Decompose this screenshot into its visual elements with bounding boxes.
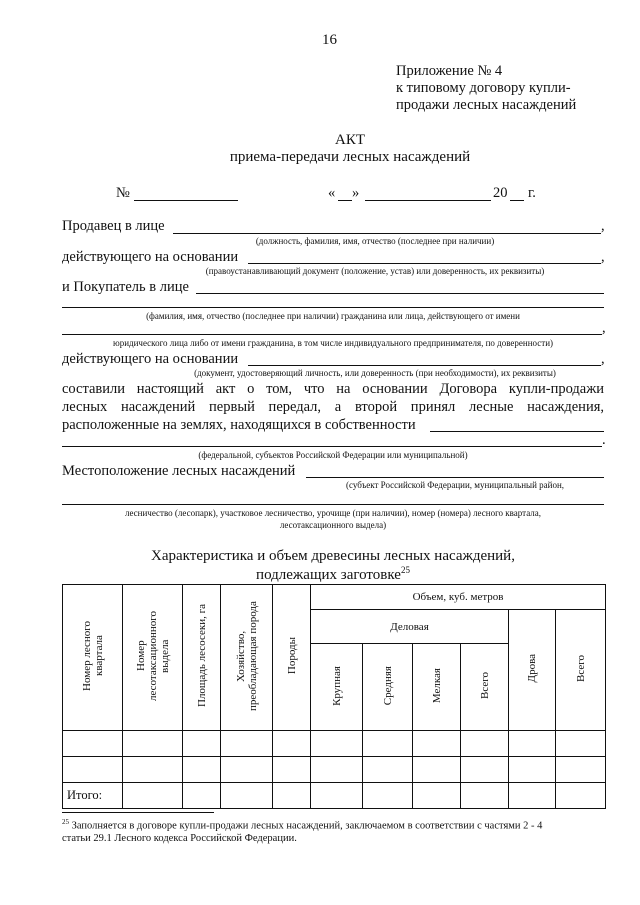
cell[interactable] bbox=[183, 757, 221, 783]
th-small: Мелкая bbox=[413, 644, 461, 731]
comma: , bbox=[602, 320, 606, 336]
location-hint: (субъект Российской Федерации, муниципальный район, bbox=[345, 480, 565, 490]
th-area: Площадь лесосеки, га bbox=[183, 585, 221, 731]
seller-field[interactable] bbox=[173, 233, 601, 234]
buyer-field[interactable] bbox=[196, 293, 604, 294]
cell[interactable] bbox=[556, 757, 606, 783]
table-row bbox=[63, 757, 606, 783]
cell[interactable] bbox=[363, 731, 413, 757]
comma: , bbox=[601, 351, 605, 367]
cell[interactable] bbox=[311, 783, 363, 809]
cell[interactable] bbox=[63, 757, 123, 783]
year-field[interactable] bbox=[510, 200, 524, 201]
cell[interactable] bbox=[123, 783, 183, 809]
timber-volume-table bbox=[62, 584, 606, 809]
cell[interactable] bbox=[363, 757, 413, 783]
cell[interactable] bbox=[311, 731, 363, 757]
acting2-field[interactable] bbox=[248, 365, 601, 366]
month-field[interactable] bbox=[365, 200, 491, 201]
acting1-label: действующего на основании bbox=[62, 249, 239, 265]
th-volume: Объем, куб. метров bbox=[311, 585, 606, 610]
location-hint2: лесничество (лесопарк), участковое лесничество, урочище (при наличии), номер (номера) лесного квартала, bbox=[124, 508, 542, 518]
buyer-hint: (фамилия, имя, отчество (последнее при наличии) гражданина или лица, действующего от имени bbox=[146, 311, 520, 321]
location-field[interactable] bbox=[306, 477, 604, 478]
comma: , bbox=[601, 218, 605, 234]
cell[interactable] bbox=[363, 783, 413, 809]
th-medium: Средняя bbox=[363, 644, 413, 731]
footnote-ref: 25 bbox=[400, 565, 410, 575]
cell[interactable] bbox=[509, 757, 556, 783]
appendix-line3: продажи лесных насаждений bbox=[396, 97, 577, 113]
seller-hint: (должность, фамилия, имя, отчество (последнее при наличии) bbox=[255, 236, 495, 246]
cell[interactable] bbox=[123, 757, 183, 783]
body-line3: расположенные на землях, находящихся в собственности bbox=[62, 417, 416, 433]
day-field[interactable] bbox=[338, 200, 352, 201]
cell[interactable] bbox=[509, 783, 556, 809]
cell[interactable] bbox=[183, 731, 221, 757]
table-title-line1: Характеристика и объем древесины лесных насаждений, bbox=[151, 548, 515, 564]
cell[interactable] bbox=[273, 757, 311, 783]
itogo-row bbox=[63, 783, 606, 809]
cell[interactable] bbox=[413, 783, 461, 809]
cell[interactable] bbox=[461, 783, 509, 809]
cell[interactable] bbox=[123, 731, 183, 757]
table-row bbox=[63, 731, 606, 757]
ownership-hint: (федеральной, субъектов Российской Федерации или муниципальной) bbox=[198, 450, 468, 460]
year-suffix: г. bbox=[528, 185, 536, 201]
th-species: Породы bbox=[273, 585, 311, 731]
buyer-field-2[interactable] bbox=[62, 307, 604, 308]
th-large: Крупная bbox=[311, 644, 363, 731]
cell[interactable] bbox=[221, 731, 273, 757]
th-quarter: Номер лесного квартала bbox=[63, 585, 123, 731]
body-line2: лесных насаждений первый передал, а второй принял лесные насаждения, bbox=[62, 399, 604, 415]
appendix-line2: к типовому договору купли- bbox=[396, 80, 571, 96]
comma: , bbox=[601, 249, 605, 265]
acting1-field[interactable] bbox=[248, 263, 601, 264]
footnote-separator bbox=[62, 812, 214, 813]
ownership-field[interactable] bbox=[430, 431, 604, 432]
cell[interactable] bbox=[413, 757, 461, 783]
cell[interactable] bbox=[413, 731, 461, 757]
table-title-line2: подлежащих заготовке$^{25}$ bbox=[256, 565, 410, 583]
location-label: Местоположение лесных насаждений bbox=[62, 463, 296, 479]
cell[interactable] bbox=[221, 757, 273, 783]
acting2-label: действующего на основании bbox=[62, 351, 239, 367]
cell[interactable] bbox=[273, 783, 311, 809]
th-business: Деловая bbox=[311, 610, 509, 644]
quote-close: » bbox=[352, 185, 360, 201]
cell[interactable] bbox=[311, 757, 363, 783]
acting1-hint: (правоустанавливающий документ (положение, устав) или доверенность, их реквизиты) bbox=[205, 266, 545, 276]
location-field-2[interactable] bbox=[62, 504, 604, 505]
footnote-line1: $^{25}$ Заполняется в договоре купли-продажи лесных насаждений, заключаемом в соответствии с частями 2 - 4 bbox=[62, 818, 543, 832]
cell[interactable] bbox=[63, 731, 123, 757]
number-field[interactable] bbox=[134, 200, 238, 201]
seller-label: Продавец в лице bbox=[62, 218, 165, 234]
th-section: Номер лесотаксационного выдела bbox=[123, 585, 183, 731]
th-total-business: Всего bbox=[461, 644, 509, 731]
appendix-line1: Приложение № 4 bbox=[396, 63, 503, 79]
itogo-label: Итого: bbox=[63, 783, 123, 809]
location-hint3: лесотаксационного выдела) bbox=[279, 520, 387, 530]
buyer-field-3[interactable] bbox=[62, 334, 602, 335]
cell[interactable] bbox=[183, 783, 221, 809]
cell[interactable] bbox=[273, 731, 311, 757]
cell[interactable] bbox=[556, 783, 606, 809]
acting2-hint: (документ, удостоверяющий личность, или доверенность (при необходимости), их реквизиты) bbox=[194, 368, 556, 378]
page-number: 16 bbox=[322, 32, 337, 48]
period: . bbox=[602, 432, 606, 448]
act-subtitle: приема-передачи лесных насаждений bbox=[229, 149, 471, 165]
year-prefix: 20 bbox=[493, 185, 508, 201]
buyer-label: и Покупатель в лице bbox=[62, 279, 189, 295]
cell[interactable] bbox=[509, 731, 556, 757]
th-firewood: Дрова bbox=[509, 610, 556, 731]
buyer-hint2: юридического лица либо от имени гражданина, в том числе индивидуального предпринимателя, по доверенности) bbox=[112, 338, 554, 348]
body-line1: составили настоящий акт о том, что на основании Договора купли-продажи bbox=[62, 381, 604, 397]
act-title: АКТ bbox=[335, 132, 365, 148]
cell[interactable] bbox=[461, 731, 509, 757]
cell[interactable] bbox=[556, 731, 606, 757]
ownership-field-2[interactable] bbox=[62, 446, 602, 447]
quote-open: « bbox=[328, 185, 336, 201]
th-farm: Хозяйство, преобладающая порода bbox=[221, 585, 273, 731]
th-total: Всего bbox=[556, 610, 606, 731]
footnote-line2: статьи 29.1 Лесного кодекса Российской Федерации. bbox=[62, 833, 297, 844]
number-sign: № bbox=[116, 185, 130, 201]
cell[interactable] bbox=[221, 783, 273, 809]
cell[interactable] bbox=[461, 757, 509, 783]
